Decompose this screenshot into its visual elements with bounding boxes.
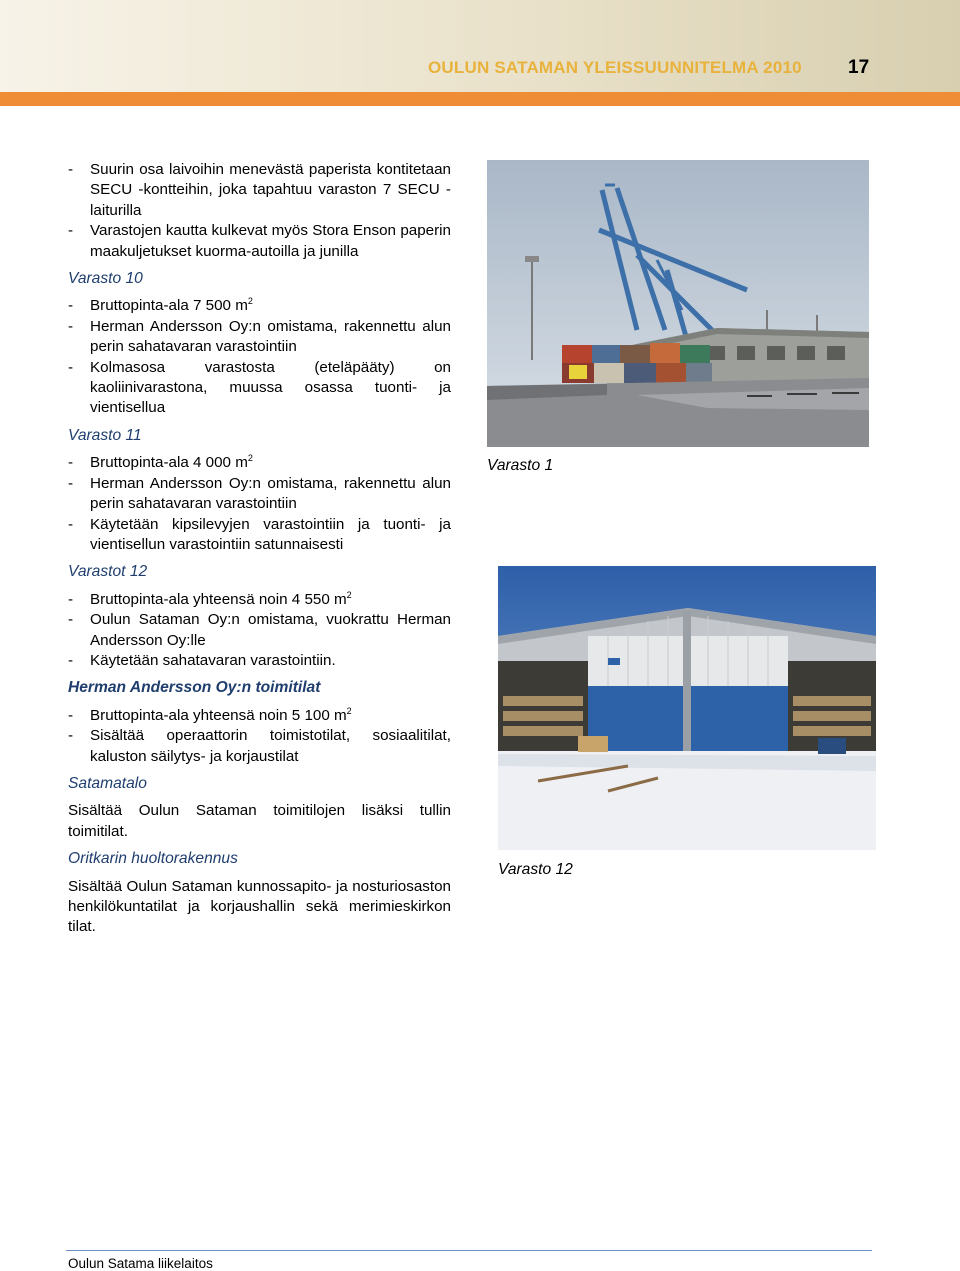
list-item: - Bruttopinta-ala yhteensä noin 5 100 $m^2$ bbox=[68, 705, 352, 724]
footer-rule bbox=[66, 1250, 872, 1251]
photo-caption-varasto-12: Varasto 12 bbox=[498, 861, 573, 878]
list-item: - Varastojen kautta kulkevat myös Stora Enson paperin maakuljetukset kuorma-autoilla ja junilla bbox=[68, 222, 451, 260]
list-item: - Bruttopinta-ala 7 500 $m^2$ bbox=[68, 296, 253, 315]
header-band bbox=[0, 0, 960, 92]
oritkari-text: Sisältää Oulun Sataman kunnossapito- ja nosturiosaston henkilökuntatilat ja korjaushallin sekä merimieskirkon tilat. bbox=[68, 877, 451, 936]
page-number: 17 bbox=[848, 57, 870, 78]
list-item: - Bruttopinta-ala 4 000 $m^2$ bbox=[68, 453, 253, 472]
warehouse-12-photo bbox=[498, 566, 876, 850]
list-item: - Käytetään kipsilevyjen varastointiin ja tuonti- ja vientisellun varastointiin satunnaisesti bbox=[68, 515, 451, 553]
section-heading-oritkari: Oritkarin huoltorakennus bbox=[68, 850, 238, 868]
header-rule bbox=[0, 92, 960, 106]
list-item: - Herman Andersson Oy:n omistama, rakennettu alun perin sahatavaran varastointiin bbox=[68, 474, 451, 513]
document-title: OULUN SATAMAN YLEISSUUNNITELMA 2010 bbox=[428, 58, 802, 77]
satamatalo-text: Sisältää Oulun Sataman toimitilojen lisäksi tullin toimitilat. bbox=[68, 802, 451, 840]
section-heading-varasto-11: Varasto 11 bbox=[68, 426, 142, 444]
list-item: - Sisältää operaattorin toimistotilat, sosiaalitilat, kaluston säilytys- ja korjaustilat bbox=[68, 727, 451, 765]
section-heading-toimitilat: Herman Andersson Oy:n toimitilat bbox=[68, 679, 321, 697]
section-heading-varastot-12: Varastot 12 bbox=[68, 563, 148, 581]
photo-caption-varasto-1: Varasto 1 bbox=[487, 457, 554, 474]
list-item: - Oulun Sataman Oy:n omistama, vuokrattu Herman Andersson Oy:lle bbox=[68, 611, 451, 649]
main-text-column bbox=[68, 160, 451, 938]
section-heading-satamatalo: Satamatalo bbox=[68, 774, 147, 792]
list-item: - Bruttopinta-ala yhteensä noin 4 550 $m^2$ bbox=[68, 589, 352, 608]
list-item: - Herman Andersson Oy:n omistama, rakennettu alun perin sahatavaran varastointiin bbox=[68, 317, 451, 356]
section-heading-varasto-10: Varasto 10 bbox=[68, 270, 143, 288]
list-item: - Suurin osa laivoihin menevästä paperista kontitetaan SECU -kontteihin, joka tapahtuu varaston 7 SECU -laiturilla bbox=[68, 161, 451, 219]
footer-text: Oulun Satama liikelaitos bbox=[68, 1256, 213, 1271]
list-item: - Kolmasosa varastosta (eteläpääty) on kaoliinivarastona, muussa osassa tuonti- ja vientisellua bbox=[68, 358, 451, 417]
list-item: - Käytetään sahatavaran varastointiin. bbox=[68, 651, 336, 669]
warehouse-1-photo bbox=[487, 160, 869, 447]
